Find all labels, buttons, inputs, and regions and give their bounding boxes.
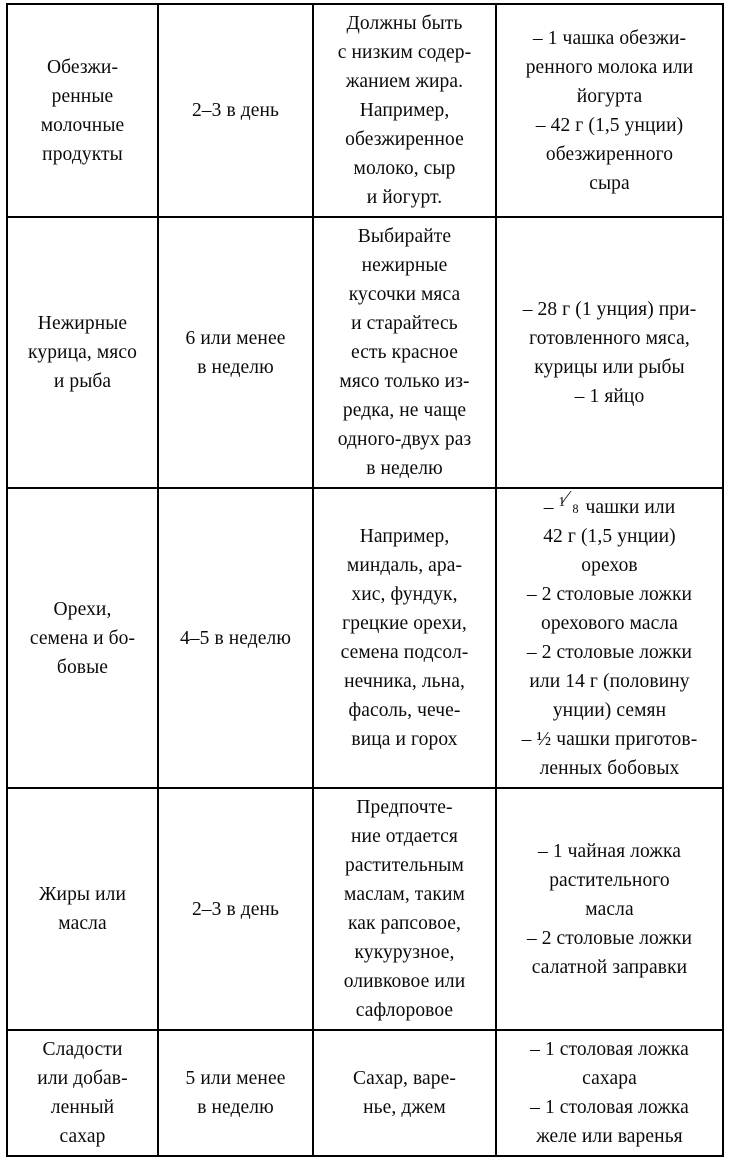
notes-text [319,222,490,483]
cell-servings [158,1030,313,1156]
cell-servings [158,217,313,488]
text-line: курица, мясо [28,342,137,363]
text-line: одного-двух раз [337,429,472,450]
text-line: растительным [345,855,464,876]
dietary-guidelines-table [6,3,724,1157]
text-line: нечника, льна, [344,671,465,692]
cell-servings [158,488,313,788]
cell-notes [313,788,496,1030]
text-line: сахара [582,1068,637,1089]
cell-food-group [7,217,158,488]
cell-notes [313,488,496,788]
text-line: сахар [59,1126,106,1147]
cell-food-group [7,788,158,1030]
cell-amounts [496,488,723,788]
text-line: орехов [581,555,638,576]
text-line: – 28 г (1 унция) при- [522,298,697,320]
text-line: – ½ чашки приготов- [521,729,698,750]
text-line: 42 г (1,5 унции) [543,526,676,547]
table-row [7,488,723,788]
text-line: и йогурт. [366,187,443,208]
text-line: или добав- [37,1068,128,1089]
fraction-prefix: – [543,497,559,518]
text-line: 6 или менее [185,327,286,349]
fraction-suffix: чашки или [580,497,676,518]
text-line: в неделю [366,458,443,479]
text-line: жанием жира. [345,71,464,92]
cell-notes [313,4,496,217]
notes-text [319,793,490,1025]
text-line: – 1 столовая ложка [530,1097,689,1118]
servings-text [164,324,307,382]
food-group-text [13,1035,152,1151]
text-line: Жиры или [38,884,127,905]
amounts-text [502,1035,717,1151]
text-line: мясо только из- [339,371,470,392]
text-line: ренные [51,85,114,107]
text-line: нье, джем [363,1097,446,1118]
text-line: Обезжи- [46,56,119,78]
cell-amounts [496,217,723,488]
text-line: семена и бо- [29,627,136,649]
text-line: нежирные [361,255,448,276]
text-line: Например, [359,100,450,121]
text-line: йогурта [576,85,643,107]
cell-food-group [7,488,158,788]
servings-text [164,895,307,924]
fraction-denominator: 8 [572,501,579,516]
text-line: – 2 столовые ложки [526,927,693,949]
text-line: есть красное [351,342,458,363]
text-line: желе или варенья [536,1126,683,1147]
text-line: бовые [56,656,109,678]
text-line: – 2 столовые ложки [526,584,693,605]
text-line: – 1 чайная ложка [538,840,681,862]
text-line: сыра [589,172,630,194]
cell-amounts [496,788,723,1030]
amounts-text [502,24,717,198]
text-line: Выбирайте [357,226,452,247]
text-line: унции) семян [552,700,667,721]
text-line: фасоль, чече- [348,700,461,721]
table-row [7,788,723,1030]
cell-servings [158,4,313,217]
text-line: курицы или рыбы [534,356,685,378]
servings-text [164,96,307,125]
text-line: молоко, сыр [353,158,456,179]
text-line: 2–3 в день [191,898,280,920]
text-line: сафлоровое [355,1000,454,1021]
text-line: кукурузное, [354,942,455,963]
text-line: в неделю [197,356,274,378]
text-line: или 14 г (половину [529,671,690,692]
food-group-text [13,880,152,938]
text-line: ние отдается [351,826,458,847]
table-row [7,1030,723,1156]
cell-servings [158,788,313,1030]
text-line: редка, не чаще [342,400,467,421]
text-line: миндаль, ара- [346,555,463,576]
text-line: – 1 яйцо [574,385,645,407]
table-body [7,4,723,1156]
text-line: обезжиренного [545,143,674,165]
text-line: хис, фундук, [351,584,458,605]
text-line-with-fraction [502,487,717,522]
servings-text [164,624,307,653]
cell-amounts [496,1030,723,1156]
amounts-text [502,837,717,982]
food-group-text [13,53,152,169]
text-line: Должны быть [346,13,463,34]
cell-food-group [7,4,158,217]
text-line: продукты [42,143,123,165]
text-line: грецкие орехи, [342,613,467,634]
cell-amounts [496,4,723,217]
servings-text [164,1064,307,1122]
text-line: Сладости [42,1039,123,1060]
table-row [7,217,723,488]
text-line: – 1 чашка обезжи- [532,27,687,49]
text-line: Например, [359,526,450,547]
text-line: – 2 столовые ложки [526,642,693,663]
text-line: Сахар, варе- [352,1068,456,1089]
text-line: Нежирные [37,313,128,334]
cell-food-group [7,1030,158,1156]
text-line: молочные [40,114,125,136]
text-line: орехового масла [540,613,679,634]
text-line: обезжиренное [345,129,464,150]
text-line: – 42 г (1,5 унции) [535,114,684,136]
text-line: – 1 столовая ложка [530,1039,689,1060]
text-line: готовленного мяса, [529,327,690,349]
text-line: в неделю [197,1097,274,1118]
table-row [7,4,723,217]
text-line: ленных бобовых [539,758,680,779]
amounts-text [502,487,717,783]
text-line: 2–3 в день [191,100,280,121]
notes-text [319,1064,490,1122]
fraction-bar: ⁄ [564,487,569,510]
text-line: ренного молока или [525,56,694,78]
text-line: Орехи, [53,598,112,620]
text-line: ленный [50,1097,115,1118]
text-line: масла [58,913,107,934]
food-group-text [13,595,152,682]
cell-notes [313,217,496,488]
cell-notes [313,1030,496,1156]
text-line: с низким содер- [337,42,472,63]
text-line: семена подсол- [340,642,469,663]
text-line: масла [585,898,634,920]
text-line: 4–5 в неделю [179,627,292,649]
fraction-numerator: 1 [558,493,566,509]
amounts-text [502,295,717,411]
text-line: как рапсовое, [347,913,462,934]
text-line: оливковое или [343,971,466,992]
text-line: Предпочте- [356,797,453,818]
text-line: вица и горох [351,729,458,750]
text-line: кусочки мяса [348,284,461,305]
text-line: 5 или менее [185,1068,286,1089]
text-line: салатной заправки [531,956,688,978]
text-line: маслам, таким [344,884,465,905]
notes-text [319,522,490,754]
text-line: растительного [549,869,670,891]
notes-text [319,9,490,212]
text-line: и старайтесь [351,313,458,334]
text-line: и рыба [53,371,112,392]
fraction-one-eighth [558,487,581,516]
food-group-text [13,309,152,396]
